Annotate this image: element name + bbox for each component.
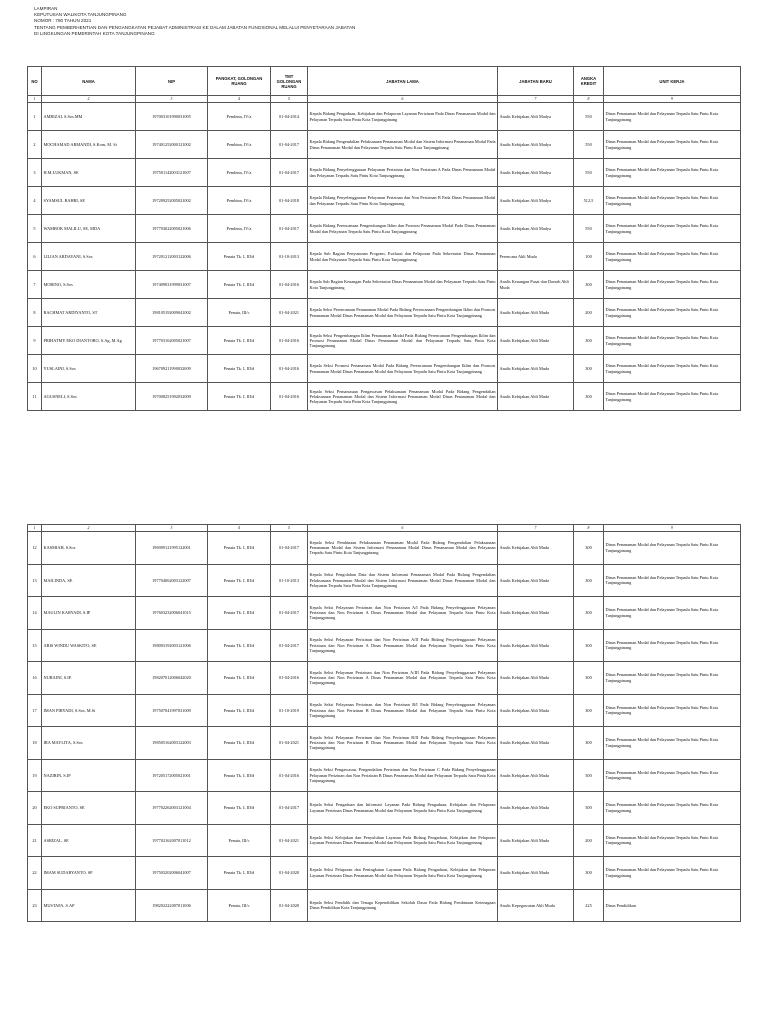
row-no: 22	[28, 857, 42, 890]
column-index: 1	[28, 525, 42, 532]
table-row	[28, 383, 741, 411]
row-nip: 198207012006042020	[136, 662, 208, 695]
row-jabatan-lama: Kepala Seksi Pelaporan dan Peningkatan Layanan Pada Bidang Pengaduan, Kebijakan dan Pelaporan Layanan Perizinan Dinas Penanaman Modal dan Pelayanan Terpadu Satu Pintu Kota Tanjungpinang	[308, 857, 498, 890]
row-nama: NURAINI, S.IP.	[42, 662, 136, 695]
row-jabatan-baru: Analis Kebijakan Ahli Madya	[498, 103, 574, 131]
table-row	[28, 271, 741, 299]
table-row	[28, 159, 741, 187]
row-unit-kerja: Dinas Penanaman Modal dan Pelayanan Terpadu Satu Pintu Kota Tanjungpinang	[604, 159, 741, 187]
column-index: 8	[574, 96, 604, 103]
row-jabatan-lama: Kepala Seksi Pengaduan dan Informasi Layanan Pada Bidang Pengaduan, Kebijakan dan Pelaporan Layanan Perizinan Dinas Penanaman Modal dan Pelayanan Terpadu Satu Pintu Kota Tanjungpinang	[308, 792, 498, 825]
row-pangkat: Penata, III/c	[208, 889, 271, 922]
row-unit-kerja: Dinas Penanaman Modal dan Pelayanan Terpadu Satu Pintu Kota Tanjungpinang	[604, 824, 741, 857]
row-tmt: 01-04-2017	[271, 159, 308, 187]
row-jabatan-lama: Kepala Seksi Pengembangan Iklim Penanaman Modal Pada Bidang Perencanaan Pengembangan Iklim dan Promosi Penanaman Modal Dinas Penanaman Modal dan Pelayanan Terpadu Satu Pintu Kota Tanjungpinang	[308, 327, 498, 355]
column-index-row	[28, 96, 741, 103]
row-nip: 197209252005021002	[136, 187, 208, 215]
header-line: KEPUTUSAN WALIKOTA TANJUNGPINANG	[34, 12, 127, 18]
row-pangkat: Penata Tk. I, III/d	[208, 383, 271, 411]
row-unit-kerja: Dinas Penanaman Modal dan Pelayanan Terpadu Satu Pintu Kota Tanjungpinang	[604, 629, 741, 662]
row-no: 10	[28, 355, 42, 383]
row-pangkat: Penata, III/c	[208, 299, 271, 327]
row-nama: MORINO, S.Sos	[42, 271, 136, 299]
row-jabatan-baru: Analis Kebijakan Ahli Madya	[498, 215, 574, 243]
table-row	[28, 727, 741, 760]
row-jabatan-baru: Analis Kebijakan Ahli Muda	[498, 355, 574, 383]
officials-table-page-1	[27, 66, 741, 411]
row-nama: MAULIN KARYADI, S.IP	[42, 597, 136, 630]
column-index: 7	[498, 525, 574, 532]
row-nip: 197704062003122007	[136, 564, 208, 597]
row-tmt: 01-04-2016	[271, 327, 308, 355]
row-tmt: 01-04-2017	[271, 597, 308, 630]
row-pangkat: Penata Tk. I, III/d	[208, 597, 271, 630]
column-index: 1	[28, 96, 42, 103]
row-jabatan-lama: Kepala Sub Bagian Penyusunan Program, Evaluasi dan Pelaporan Pada Sekretariat Dinas Penanaman Modal dan Pelayanan Terpadu Satu Pintu Kota Tanjungpinang	[308, 243, 498, 271]
officials-table-page-2	[27, 524, 741, 922]
row-jabatan-lama: Kepala Seksi Promosi Penanaman Modal Pada Bidang Perencanaan Pengembangan Iklim dan Promosi Penanaman Modal Dinas Penanaman Modal dan Pelayanan Terpadu Satu Pintu Kota Tanjungpinang	[308, 355, 498, 383]
row-angka-kredit: 300	[574, 355, 604, 383]
row-angka-kredit: 300	[574, 694, 604, 727]
row-tmt: 01-04-2017	[271, 532, 308, 565]
row-no: 21	[28, 824, 42, 857]
row-jabatan-lama: Kepala Bidang Perencanaan Pengembangan Iklim dan Promosi Penanaman Modal Pada Dinas Penanaman Modal dan Pelayanan Terpadu Satu Pintu Kota Tanjungpinang	[308, 215, 498, 243]
row-unit-kerja: Dinas Penanaman Modal dan Pelayanan Terpadu Satu Pintu Kota Tanjungpinang	[604, 215, 741, 243]
row-jabatan-baru: Analis Kebijakan Ahli Madya	[498, 131, 574, 159]
row-tmt: 01-04-2020	[271, 857, 308, 890]
row-angka-kredit: 300	[574, 383, 604, 411]
column-index: 4	[208, 525, 271, 532]
row-unit-kerja: Dinas Penanaman Modal dan Pelayanan Terpadu Satu Pintu Kota Tanjungpinang	[604, 103, 741, 131]
row-no: 4	[28, 187, 42, 215]
table-row	[28, 759, 741, 792]
row-pangkat: Penata Tk. I, III/d	[208, 727, 271, 760]
row-jabatan-baru: Analis Kebijakan Ahli Muda	[498, 299, 574, 327]
row-unit-kerja: Dinas Penanaman Modal dan Pelayanan Terpadu Satu Pintu Kota Tanjungpinang	[604, 694, 741, 727]
row-jabatan-lama: Kepala Seksi Pelayanan Perizinan dan Non Perizinan A/I Pada Bidang Penyelenggaraan Pelayanan Perizinan dan Non Perizinan A Dinas Penanaman Modal dan Pelayanan Terpadu Satu Pintu Kota Tanjungpinang	[308, 597, 498, 630]
row-angka-kredit: 550	[574, 103, 604, 131]
header-line: TENTANG PEMBERHENTIAN DAN PENGANGKATAN PEJABAT ADMINISTRASI KE DALAM JABATAN FUNGSIONAL MELALUI PENYETARAAN JABATAN	[34, 24, 356, 30]
row-nama: EKO SUPRIANTO, SE	[42, 792, 136, 825]
row-nama: ARIS WINDU WASKITO, SE	[42, 629, 136, 662]
row-jabatan-baru: Analis Kepegawaian Ahli Muda	[498, 889, 574, 922]
row-tmt: 01-04-2017	[271, 131, 308, 159]
row-nama: AGUSNELI, S.Sos	[42, 383, 136, 411]
row-jabatan-baru: Analis Kebijakan Ahli Muda	[498, 327, 574, 355]
row-jabatan-lama: Kepala Bidang Pengendalian Pelaksanaan Penanaman Modal dan Sistem Informasi Penanaman Modal Pada Dinas Penanaman Modal dan Pelayanan Terpadu Satu Pintu Kota Tanjungpinang	[308, 131, 498, 159]
table-row	[28, 355, 741, 383]
col-header-no: NO	[28, 67, 42, 96]
row-nip: 197501142003121007	[136, 159, 208, 187]
row-nama: NAZIRIN, S.IP	[42, 759, 136, 792]
row-tmt: 01-04-2014	[271, 103, 308, 131]
row-nip: 198202222007011006	[136, 889, 208, 922]
row-tmt: 01-04-2016	[271, 383, 308, 411]
column-index-row	[28, 525, 741, 532]
row-no: 12	[28, 532, 42, 565]
row-tmt: 01-04-2021	[271, 824, 308, 857]
row-pangkat: Pembina, IV/a	[208, 187, 271, 215]
row-jabatan-lama: Kepala Bidang Penyelenggaraan Pelayanan Perizinan dan Non Perizinan A Pada Dinas Penanaman Modal dan Pelayanan Terpadu Satu Pintu Kota Tanjungpinang	[308, 159, 498, 187]
row-no: 16	[28, 662, 42, 695]
row-nama: RACHMAT ARDIYANTO, ST	[42, 299, 136, 327]
row-jabatan-lama: Kepala Bidang Pengaduan, Kebijakan dan Pelaporan Layanan Perizinan Pada Dinas Penanaman Modal dan Pelayanan Terpadu Satu Pintu Kota Tanjungpinang	[308, 103, 498, 131]
row-jabatan-baru: Analis Kebijakan Ahli Muda	[498, 857, 574, 890]
row-unit-kerja: Dinas Penanaman Modal dan Pelayanan Terpadu Satu Pintu Kota Tanjungpinang	[604, 792, 741, 825]
header-line: LAMPIRAN	[34, 6, 58, 11]
column-index: 4	[208, 96, 271, 103]
row-angka-kredit: 300	[574, 327, 604, 355]
row-unit-kerja: Dinas Penanaman Modal dan Pelayanan Terpadu Satu Pintu Kota Tanjungpinang	[604, 727, 741, 760]
table-row	[28, 327, 741, 355]
row-nama: MOCHAMAD ARMANDI, S.Kom, M. Si	[42, 131, 136, 159]
row-jabatan-baru: Analis Kebijakan Ahli Muda	[498, 727, 574, 760]
row-unit-kerja: Dinas Penanaman Modal dan Pelayanan Terpadu Satu Pintu Kota Tanjungpinang	[604, 187, 741, 215]
col-header-nama: NAMA	[42, 67, 136, 96]
row-unit-kerja: Dinas Penanaman Modal dan Pelayanan Terpadu Satu Pintu Kota Tanjungpinang	[604, 759, 741, 792]
column-index: 2	[42, 525, 136, 532]
row-angka-kredit: 550	[574, 215, 604, 243]
header-line: DI LINGKUNGAN PEMERINTAH KOTA TANJUNGPINANG	[34, 30, 155, 36]
row-nip: 196709211990032009	[136, 355, 208, 383]
column-index: 5	[271, 525, 308, 532]
row-pangkat: Penata Tk. I, III/d	[208, 564, 271, 597]
row-nip: 197503202006041007	[136, 857, 208, 890]
table-row	[28, 564, 741, 597]
row-tmt: 01-04-2021	[271, 727, 308, 760]
row-angka-kredit: 300	[574, 532, 604, 565]
row-angka-kredit: 300	[574, 629, 604, 662]
header-line: NOMOR : 780 TAHUN 2021	[34, 18, 92, 24]
row-unit-kerja: Dinas Penanaman Modal dan Pelayanan Terpadu Satu Pintu Kota Tanjungpinang	[604, 597, 741, 630]
table-row	[28, 597, 741, 630]
row-no: 13	[28, 564, 42, 597]
row-nama: WAMBOK MALILU, SE, MDA	[42, 215, 136, 243]
col-header-jabatan-lama: JABATAN LAMA	[308, 67, 498, 96]
column-index: 9	[604, 525, 741, 532]
row-tmt: 01-04-2017	[271, 215, 308, 243]
row-pangkat: Penata Tk. I, III/d	[208, 694, 271, 727]
row-unit-kerja: Dinas Pendidikan	[604, 889, 741, 922]
row-jabatan-baru: Analis Kebijakan Ahli Muda	[498, 662, 574, 695]
row-tmt: 01-04-2021	[271, 299, 308, 327]
row-nip: 197703162005021007	[136, 327, 208, 355]
row-nama: MAILINDA, SE	[42, 564, 136, 597]
row-pangkat: Penata Tk. I, III/d	[208, 532, 271, 565]
row-tmt: 01-04-2017	[271, 792, 308, 825]
row-no: 14	[28, 597, 42, 630]
row-jabatan-baru: Analis Kebijakan Ahli Muda	[498, 532, 574, 565]
row-nip: 197401252000121002	[136, 131, 208, 159]
row-unit-kerja: Dinas Penanaman Modal dan Pelayanan Terpadu Satu Pintu Kota Tanjungpinang	[604, 857, 741, 890]
row-tmt: 01-04-2018	[271, 187, 308, 215]
row-nip: 198105192009041002	[136, 299, 208, 327]
row-jabatan-lama: Kepala Seksi Pelayanan Perizinan dan Non Perizinan B/II Pada Bidang Penyelenggaraan Pelayanan Perizinan dan Non Perizinan B Dinas Penanaman Modal dan Pelayanan Terpadu Satu Pintu Kota Tanjungpinang	[308, 727, 498, 760]
row-tmt: 01-04-2016	[271, 759, 308, 792]
table-row	[28, 694, 741, 727]
row-unit-kerja: Dinas Penanaman Modal dan Pelayanan Terpadu Satu Pintu Kota Tanjungpinang	[604, 243, 741, 271]
row-nama: IMAM SUDARYANTO, SP	[42, 857, 136, 890]
row-angka-kredit: 225	[574, 889, 604, 922]
col-header-tmt: TMT GOLONGAN RUANG	[271, 67, 308, 96]
row-angka-kredit: 200	[574, 299, 604, 327]
row-nama: H.M.LUKMAN, SE	[42, 159, 136, 187]
row-nip: 197201212003122006	[136, 243, 208, 271]
row-no: 9	[28, 327, 42, 355]
row-jabatan-lama: Kepala Seksi Pelayanan Perizinan dan Non Perizinan A/II Pada Bidang Penyelenggaraan Pelayanan Perizinan dan Non Perizinan A Dinas Penanaman Modal dan Pelayanan Terpadu Satu Pintu Kota Tanjungpinang	[308, 629, 498, 662]
row-no: 8	[28, 299, 42, 327]
row-nip: 197008251992032009	[136, 383, 208, 411]
row-jabatan-baru: Analis Kebijakan Ahli Muda	[498, 597, 574, 630]
table-row	[28, 103, 741, 131]
row-nama: AMRIZAL S.Sos.MM	[42, 103, 136, 131]
row-pangkat: Penata Tk. I, III/d	[208, 327, 271, 355]
table-row	[28, 792, 741, 825]
col-header-jabatan-baru: JABATAN BARU	[498, 67, 574, 96]
row-jabatan-lama: Kepala Seksi Pelayanan Perizinan dan Non Perizinan A/III Pada Bidang Penyelenggaraan Pelayanan Perizinan dan Non Perizinan A Dinas Penanaman Modal dan Pelayanan Terpadu Satu Pintu Kota Tanjungpinang	[308, 662, 498, 695]
row-pangkat: Pembina, IV/a	[208, 131, 271, 159]
row-pangkat: Pembina, IV/a	[208, 103, 271, 131]
row-pangkat: Pembina, IV/a	[208, 159, 271, 187]
column-index: 6	[308, 525, 498, 532]
row-no: 11	[28, 383, 42, 411]
row-tmt: 01-04-2016	[271, 662, 308, 695]
row-tmt: 01-04-2016	[271, 271, 308, 299]
col-header-unit-kerja: UNIT KERJA	[604, 67, 741, 96]
column-index: 5	[271, 96, 308, 103]
row-unit-kerja: Dinas Penanaman Modal dan Pelayanan Terpadu Satu Pintu Kota Tanjungpinang	[604, 564, 741, 597]
row-unit-kerja: Dinas Penanaman Modal dan Pelayanan Terpadu Satu Pintu Kota Tanjungpinang	[604, 662, 741, 695]
row-angka-kredit: 300	[574, 759, 604, 792]
row-jabatan-baru: Analis Kebijakan Ahli Muda	[498, 759, 574, 792]
row-nip: 197703022005021006	[136, 215, 208, 243]
row-jabatan-lama: Kepala Seksi Perencanaan Penanaman Modal Pada Bidang Perencanaan Pengembangan Iklim dan Promosi Penanaman Modal Dinas Penanaman Modal dan Pelayanan Terpadu Satu Pintu Kota Tanjungpinang	[308, 299, 498, 327]
col-header-nip: NIP	[136, 67, 208, 96]
table-body	[28, 96, 741, 411]
row-nip: 197603232006041015	[136, 597, 208, 630]
row-angka-kredit: 100	[574, 243, 604, 271]
row-jabatan-baru: Analis Kebijakan Ahli Madya	[498, 159, 574, 187]
row-unit-kerja: Dinas Penanaman Modal dan Pelayanan Terpadu Satu Pintu Kota Tanjungpinang	[604, 532, 741, 565]
column-index: 3	[136, 525, 208, 532]
column-index: 8	[574, 525, 604, 532]
row-jabatan-lama: Kepala Seksi Pembinaan Pelaksanaan Penanaman Modal Pada Bidang Pengendalian Pelaksanaan Penanaman Modal dan Sistem Informasi Penanaman Modal Dinas Penanaman Modal dan Pelayanan Terpadu Satu Pintu Kota Tanjungpinang	[308, 532, 498, 565]
row-no: 2	[28, 131, 42, 159]
table-body	[28, 525, 741, 922]
row-nip: 197702262003121004	[136, 792, 208, 825]
row-unit-kerja: Dinas Penanaman Modal dan Pelayanan Terpadu Satu Pintu Kota Tanjungpinang	[604, 327, 741, 355]
row-pangkat: Penata Tk. I, III/d	[208, 355, 271, 383]
table-row	[28, 889, 741, 922]
row-nama: YUSLAINI, S.Sos	[42, 355, 136, 383]
row-jabatan-lama: Kepala Seksi Kebijakan dan Penyuluhan Layanan Pada Bidang Pengaduan, Kebijakan dan Pelaporan Layanan Perizinan Dinas Penanaman Modal dan Pelayanan Terpadu Satu Pintu Kota Tanjungpinang	[308, 824, 498, 857]
row-pangkat: Penata, III/c	[208, 824, 271, 857]
row-nama: IRA MAYLITA, S.Sos	[42, 727, 136, 760]
row-pangkat: Penata Tk. I, III/d	[208, 792, 271, 825]
row-angka-kredit: 550	[574, 131, 604, 159]
row-pangkat: Penata Tk. I, III/d	[208, 857, 271, 890]
row-no: 7	[28, 271, 42, 299]
row-unit-kerja: Dinas Penanaman Modal dan Pelayanan Terpadu Satu Pintu Kota Tanjungpinang	[604, 299, 741, 327]
row-jabatan-lama: Kepala Seksi Pengolahan Data dan Sistem Informasi Penanaman Modal Pada Bidang Pengendalian Pelaksanaan Penanaman Modal dan Sistem Informasi Penanaman Modal Dinas Penanaman Modal dan Pelayanan Terpadu Satu Pintu Kota Tanjungpinang	[308, 564, 498, 597]
row-nama: SYAMSUL BAHRI, SE	[42, 187, 136, 215]
row-no: 23	[28, 889, 42, 922]
row-nama: ASRIZAL, SE	[42, 824, 136, 857]
row-nip: 197507041997031009	[136, 694, 208, 727]
col-header-pangkat: PANGKAT, GOLONGAN RUANG	[208, 67, 271, 96]
row-tmt: 01-10-2013	[271, 564, 308, 597]
row-jabatan-lama: Kepala Seksi Pelayanan Perizinan dan Non Perizinan B/I Pada Bidang Penyelenggaraan Pelayanan Perizinan dan Non Perizinan B Dinas Penanaman Modal dan Pelayanan Terpadu Satu Pintu Kota Tanjungpinang	[308, 694, 498, 727]
row-angka-kredit: 300	[574, 271, 604, 299]
row-angka-kredit: 300	[574, 857, 604, 890]
row-angka-kredit: 300	[574, 564, 604, 597]
column-index: 6	[308, 96, 498, 103]
row-jabatan-baru: Analis Kebijakan Ahli Madya	[498, 187, 574, 215]
col-header-angka-kredit: ANGKA KREDIT	[574, 67, 604, 96]
table-row	[28, 299, 741, 327]
row-jabatan-baru: Analis Kebijakan Ahli Muda	[498, 792, 574, 825]
row-no: 20	[28, 792, 42, 825]
row-no: 18	[28, 727, 42, 760]
row-jabatan-baru: Analis Keuangan Pusat dan Daerah Ahli Muda	[498, 271, 574, 299]
row-no: 3	[28, 159, 42, 187]
column-index: 3	[136, 96, 208, 103]
row-nama: IMAN FIRYADI, S.Sos, M.Si	[42, 694, 136, 727]
row-jabatan-baru: Perencana Ahli Muda	[498, 243, 574, 271]
row-jabatan-baru: Analis Kebijakan Ahli Muda	[498, 564, 574, 597]
row-nip: 197702162007011012	[136, 824, 208, 857]
row-unit-kerja: Dinas Penanaman Modal dan Pelayanan Terpadu Satu Pintu Kota Tanjungpinang	[604, 383, 741, 411]
row-no: 15	[28, 629, 42, 662]
table-row	[28, 857, 741, 890]
row-angka-kredit: 550	[574, 159, 604, 187]
row-pangkat: Penata Tk. I, III/d	[208, 629, 271, 662]
row-nama: LILIAN ARDAYANI, S.Sos	[42, 243, 136, 271]
row-jabatan-lama: Kepala Seksi Pengawasan, Pengendalian Perizinan dan Non Perizinan C Pada Bidang Penyelenggaraan Pelayanan Perizinan dan Non Perizinan B Dinas Penanaman Modal dan Pelayanan Terpadu Satu Pintu Kota Tanjungpinang	[308, 759, 498, 792]
row-pangkat: Penata Tk. I, III/d	[208, 662, 271, 695]
row-nip: 197205172005021001	[136, 759, 208, 792]
row-pangkat: Pembina, IV/a	[208, 215, 271, 243]
table-row	[28, 187, 741, 215]
row-nama: KASMIAH, S.Sos	[42, 532, 136, 565]
column-index: 9	[604, 96, 741, 103]
row-jabatan-baru: Analis Kebijakan Ahli Muda	[498, 629, 574, 662]
row-unit-kerja: Dinas Penanaman Modal dan Pelayanan Terpadu Satu Pintu Kota Tanjungpinang	[604, 271, 741, 299]
row-tmt: 01-04-2016	[271, 355, 308, 383]
row-nip: 197003101990031005	[136, 103, 208, 131]
column-index: 2	[42, 96, 136, 103]
row-nip: 198505162003122003	[136, 727, 208, 760]
row-jabatan-baru: Analis Kebijakan Ahli Muda	[498, 383, 574, 411]
table-row	[28, 243, 741, 271]
document-header	[34, 6, 355, 37]
row-angka-kredit: 512,5	[574, 187, 604, 215]
row-pangkat: Penata Tk. I, III/d	[208, 271, 271, 299]
row-angka-kredit: 300	[574, 727, 604, 760]
row-tmt: 01-04-2020	[271, 889, 308, 922]
row-no: 5	[28, 215, 42, 243]
row-nama: MUSTAFA, S.AP	[42, 889, 136, 922]
row-tmt: 01-04-2017	[271, 629, 308, 662]
row-jabatan-lama: Kepala Bidang Penyelenggaraan Pelayanan Perizinan dan Non Perizinan B Pada Dinas Penanaman Modal dan Pelayanan Terpadu Satu Pintu Kota Tanjungpinang	[308, 187, 498, 215]
row-angka-kredit: 300	[574, 597, 604, 630]
row-jabatan-lama: Kepala Seksi Pemantauan Pengawasan Pelaksanaan Penanaman Modal Pada Bidang Pengendalian Pelaksanaan Penanaman Modal dan Sistem Informasi Penanaman Modal Dinas Penanaman Modal dan Pelayanan Terpadu Satu Pintu Kota Tanjungpinang	[308, 383, 498, 411]
table-row	[28, 131, 741, 159]
row-pangkat: Penata Tk. I, III/d	[208, 243, 271, 271]
row-unit-kerja: Dinas Penanaman Modal dan Pelayanan Terpadu Satu Pintu Kota Tanjungpinang	[604, 131, 741, 159]
row-angka-kredit: 300	[574, 662, 604, 695]
column-index: 7	[498, 96, 574, 103]
row-pangkat: Penata Tk. I, III/d	[208, 759, 271, 792]
row-no: 6	[28, 243, 42, 271]
row-nip: 198003192003121006	[136, 629, 208, 662]
row-unit-kerja: Dinas Penanaman Modal dan Pelayanan Terpadu Satu Pintu Kota Tanjungpinang	[604, 355, 741, 383]
row-tmt: 01-10-2013	[271, 243, 308, 271]
table-header-row	[28, 67, 741, 96]
row-angka-kredit: 200	[574, 824, 604, 857]
row-jabatan-lama: Kepala Seksi Pendidik dan Tenaga Kependidikan Sekolah Dasar Pada Bidang Pembinaan Ketenagaan Dinas Pendidikan Kota Tanjungpinang	[308, 889, 498, 922]
row-jabatan-lama: Kepala Sub Bagian Keuangan Pada Sekretariat Dinas Penanaman Modal dan Pelayanan Terpadu Satu Pintu Kota Tanjungpinang	[308, 271, 498, 299]
table-row	[28, 629, 741, 662]
row-tmt: 01-10-2019	[271, 694, 308, 727]
row-no: 1	[28, 103, 42, 131]
table-row	[28, 824, 741, 857]
row-no: 19	[28, 759, 42, 792]
row-jabatan-baru: Analis Kebijakan Ahli Muda	[498, 824, 574, 857]
table-row	[28, 215, 741, 243]
row-nama: PRIHATMY EKO DIANTORO, S.Ag, M.Ag	[42, 327, 136, 355]
table-row	[28, 662, 741, 695]
row-jabatan-baru: Analis Kebijakan Ahli Muda	[498, 694, 574, 727]
row-no: 17	[28, 694, 42, 727]
row-nip: 197409031999031007	[136, 271, 208, 299]
row-nip: 196909121995122001	[136, 532, 208, 565]
row-angka-kredit: 300	[574, 792, 604, 825]
table-row	[28, 532, 741, 565]
